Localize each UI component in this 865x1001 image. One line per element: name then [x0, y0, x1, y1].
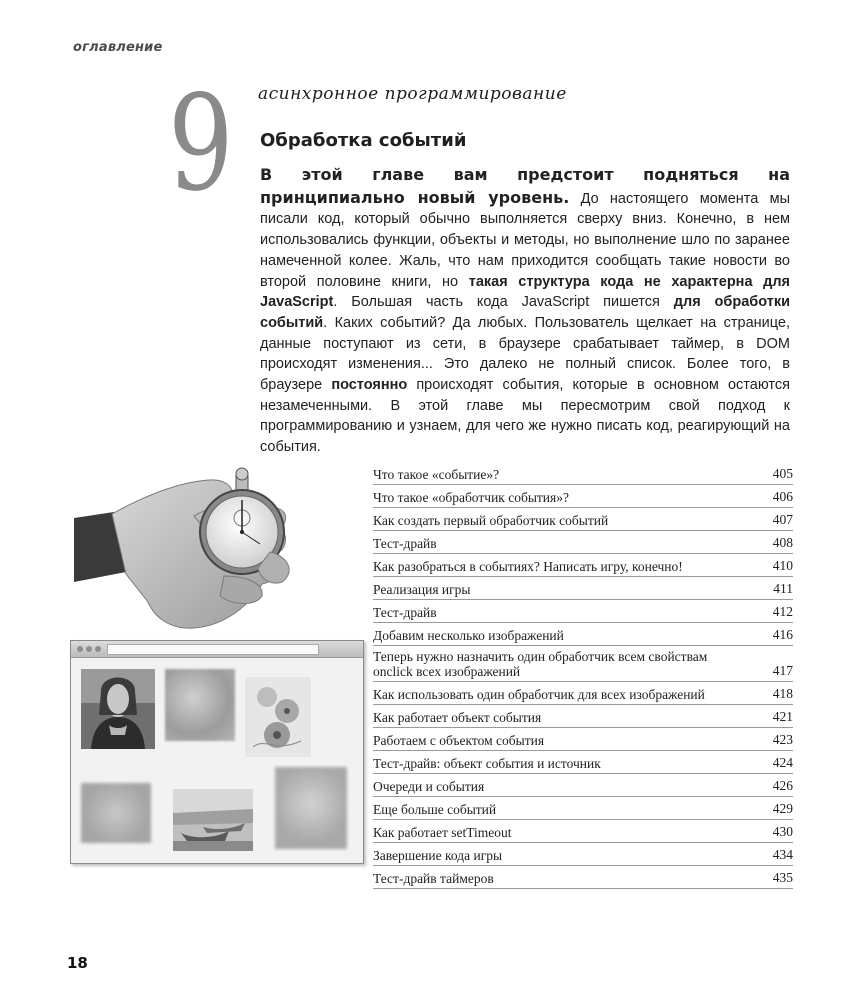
blurred-image	[275, 767, 347, 849]
intro-emphasis: такая структура кода не характерна для JavaScript	[260, 273, 790, 311]
toc-entry-page: 430	[772, 824, 793, 839]
toc-entry	[373, 577, 793, 600]
stopwatch-hand-illustration	[74, 456, 336, 632]
toc-entry-page: 405	[772, 466, 793, 481]
toc-entry-page: 429	[772, 801, 793, 816]
toc-entry-title: Работаем с объектом события	[373, 733, 545, 748]
intro-text: До настоящего момента мы писали код, который обычно выполняется сверху вниз. Конечно, в нем использовались функции, объекты и методы, но выполнение шло по заранее намеченной колее. Жаль, что нам приходится сообщать такие новости во второй половине книги, но	[260, 190, 790, 290]
toc-entry-page: 411	[773, 581, 793, 596]
toc-entry	[373, 646, 793, 682]
toc-entry-title: Еще больше событий	[373, 802, 497, 817]
page-number: 18	[67, 954, 88, 972]
toc-entry-title: Как создать первый обработчик событий	[373, 513, 609, 528]
toc-entry-title: Что такое «обработчик события»?	[373, 490, 569, 505]
toc-entry-title: Как работает setTimeout	[373, 825, 512, 840]
toc-entry	[373, 843, 793, 866]
toc-entry	[373, 623, 793, 646]
toc-entry	[373, 508, 793, 531]
blurred-image	[165, 669, 235, 741]
browser-toolbar	[71, 641, 363, 658]
intro-text: происходят события, которые в основном остаются незамеченными. В этой главе мы пересмотрим свой подход к программированию и узнаем, для чего же нужно писать код, реагирующий на события.	[260, 377, 790, 456]
toc-entry	[373, 751, 793, 774]
toc-entry-page: 423	[772, 732, 793, 747]
intro-text: . Большая часть кода JavaScript пишется	[333, 294, 674, 311]
toc-entry-title: Что такое «событие»?	[373, 467, 500, 482]
chapter-part-title: асинхронное программирование	[258, 84, 567, 104]
toc-entry-page: 434	[772, 847, 793, 862]
toc-entry	[373, 705, 793, 728]
toc-entry	[373, 774, 793, 797]
table-of-contents	[373, 462, 793, 889]
toc-entry	[373, 531, 793, 554]
toc-entry-title: Тест-драйв: объект события и источник	[373, 756, 601, 771]
toc-entry-page: 435	[772, 870, 793, 885]
toc-entry-page: 408	[772, 535, 793, 550]
toc-entry-title: Как использовать один обработчик для всех изображений	[373, 687, 705, 702]
mona-lisa-image	[81, 669, 155, 749]
toc-entry-page: 426	[772, 778, 793, 793]
intro-emphasis: постоянно	[331, 377, 408, 394]
browser-back-icon	[77, 646, 83, 652]
blurred-image	[81, 783, 151, 843]
toc-entry-title: Добавим несколько изображений	[373, 628, 564, 643]
flower-painting-image	[245, 677, 311, 757]
toc-entry-page: 410	[772, 558, 793, 573]
browser-reload-icon	[95, 646, 101, 652]
chapter-title: Обработка событий	[260, 130, 467, 151]
toc-entry	[373, 866, 793, 889]
toc-entry	[373, 485, 793, 508]
toc-entry	[373, 554, 793, 577]
intro-lead: В этой главе вам предстоит подняться на принципиально новый уровень.	[260, 165, 790, 207]
toc-entry-title: Очереди и события	[373, 779, 485, 794]
toc-entry-title: Как работает объект события	[373, 710, 542, 725]
toc-entry-title: Реализация игры	[373, 582, 471, 597]
toc-entry-title: Тест-драйв	[373, 536, 437, 551]
toc-entry-title: Тест-драйв	[373, 605, 437, 620]
toc-entry-title: Теперь нужно назначить один обработчик всем свойствам onclick всех изображений	[373, 649, 708, 679]
toc-entry-page: 407	[772, 512, 793, 527]
toc-entry-page: 424	[772, 755, 793, 770]
browser-forward-icon	[86, 646, 92, 652]
toc-entry-page: 412	[772, 604, 793, 619]
toc-entry-page: 421	[772, 709, 793, 724]
intro-text: . Каких событий? Да любых. Пользователь щелкает на странице, данные поступают из сети, в браузере срабатывает таймер, в DOM происходят изменения... Это далеко не полный список. Более того, в браузере	[260, 314, 790, 394]
boats-painting-image	[173, 789, 253, 851]
chapter-number: 9	[168, 67, 234, 221]
toc-entry-page: 418	[772, 686, 793, 701]
toc-entry	[373, 682, 793, 705]
toc-entry-title: Как разобраться в событиях? Написать игру, конечно!	[373, 559, 683, 574]
toc-entry-page: 416	[772, 627, 793, 642]
toc-entry	[373, 600, 793, 623]
intro-emphasis: для обработки событий	[260, 294, 790, 331]
browser-address-bar	[107, 644, 319, 655]
browser-screenshot-illustration	[70, 640, 364, 864]
toc-entry-title: Тест-драйв таймеров	[373, 871, 494, 886]
toc-entry	[373, 728, 793, 751]
toc-entry-page: 417	[772, 663, 793, 678]
chapter-intro	[260, 164, 790, 458]
running-head: оглавление	[73, 40, 163, 55]
toc-entry	[373, 820, 793, 843]
toc-entry	[373, 797, 793, 820]
toc-entry-page: 406	[772, 489, 793, 504]
toc-entry	[373, 462, 793, 485]
toc-entry-title: Завершение кода игры	[373, 848, 503, 863]
